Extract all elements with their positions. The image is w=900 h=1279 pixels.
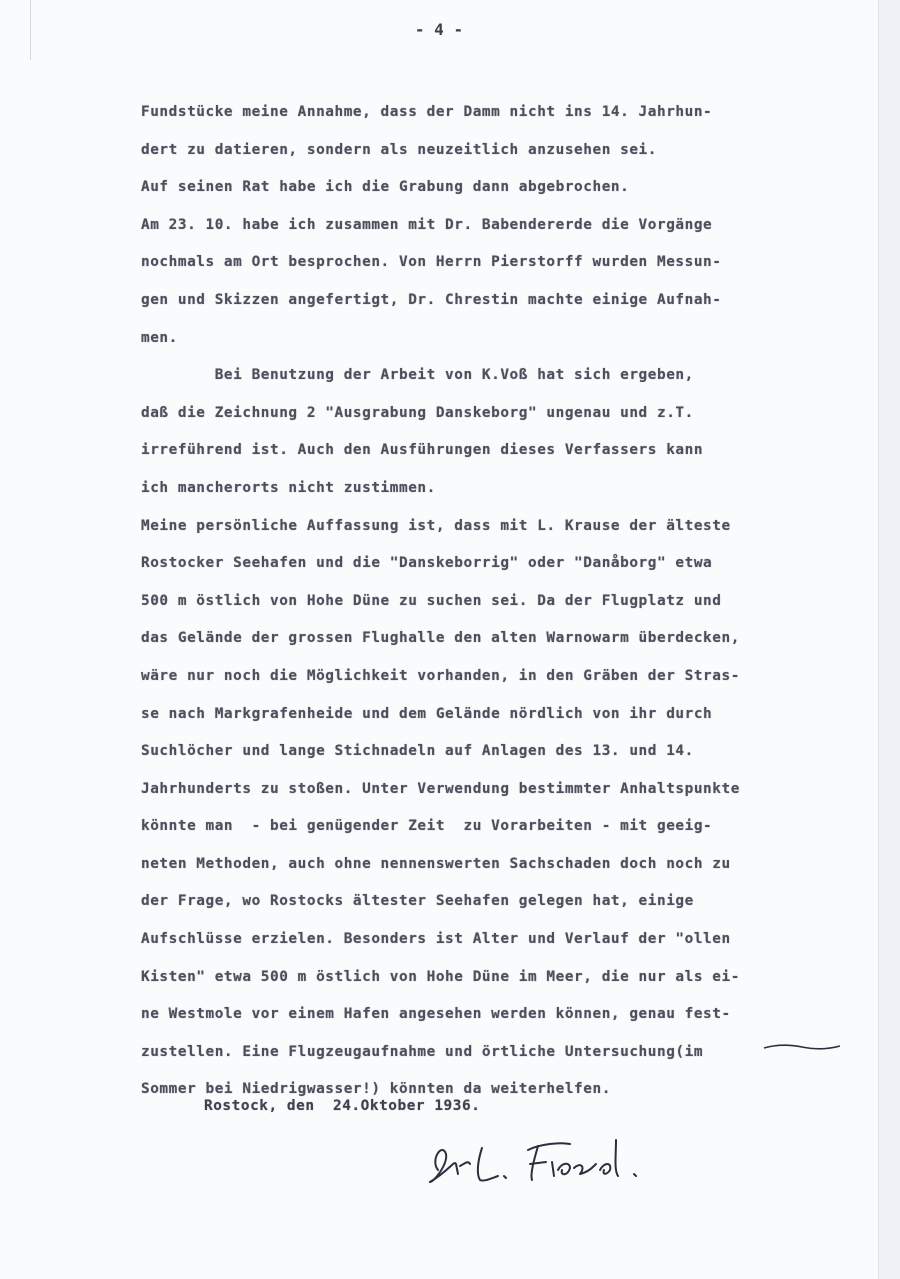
page-number: - 4 - — [414, 20, 464, 39]
scan-edge — [878, 0, 900, 1279]
text-line: ne Westmole vor einem Hafen angesehen werden können, genau fest- — [141, 1006, 731, 1023]
text-line: daß die Zeichnung 2 "Ausgrabung Danskeborg" ungenau und z.T. — [141, 404, 694, 421]
text-line: irreführend ist. Auch den Ausführungen dieses Verfassers kann — [141, 442, 704, 459]
text-line: 500 m östlich von Hohe Düne zu suchen sei. Da der Flugplatz und — [141, 592, 722, 609]
text-line: Jahrhunderts zu stoßen. Unter Verwendung bestimmter Anhaltspunkte — [141, 780, 740, 797]
text-line: das Gelände der grossen Flughalle den alten Warnowarm überdecken, — [141, 630, 740, 647]
text-line: könnte man - bei genügender Zeit zu Vorarbeiten - mit geeig- — [141, 818, 713, 835]
text-line: Auf seinen Rat habe ich die Grabung dann abgebrochen. — [141, 179, 630, 196]
text-line: dert zu datieren, sondern als neuzeitlich anzusehen sei. — [141, 141, 657, 158]
text-line: der Frage, wo Rostocks ältester Seehafen gelegen hat, einige — [141, 893, 694, 910]
text-line: zustellen. Eine Flugzeugaufnahme und örtliche Untersuchung(im — [141, 1043, 704, 1060]
text-line: Suchlöcher und lange Stichnadeln auf Anlagen des 13. und 14. — [141, 743, 694, 760]
handwritten-signature — [420, 1130, 670, 1200]
pen-correction-strike — [762, 1040, 842, 1054]
text-line: Fundstücke meine Annahme, dass der Damm nicht ins 14. Jahrhun- — [141, 104, 713, 120]
place-and-date: Rostock, den 24.Oktober 1936. — [204, 1098, 481, 1114]
text-line: nochmals am Ort besprochen. Von Herrn Pierstorff wurden Messun- — [141, 254, 722, 271]
text-line: wäre nur noch die Möglichkeit vorhanden, in den Gräben der Stras- — [141, 667, 740, 684]
typewritten-body — [141, 94, 861, 1109]
text-line: Rostocker Seehafen und die "Danskeborrig" oder "Danåborg" etwa — [141, 555, 713, 572]
text-line: Sommer bei Niedrigwasser!) könnten da weiterhelfen. — [141, 1081, 611, 1098]
text-line: gen und Skizzen angefertigt, Dr. Chrestin machte einige Aufnah- — [141, 291, 722, 308]
text-line: ich mancherorts nicht zustimmen. — [141, 479, 436, 496]
text-line: Meine persönliche Auffassung ist, dass mit L. Krause der älteste — [141, 517, 731, 534]
text-line: Kisten" etwa 500 m östlich von Hohe Düne im Meer, die nur als ei- — [141, 968, 740, 985]
text-line: Aufschlüsse erzielen. Besonders ist Alter und Verlauf der "ollen — [141, 931, 731, 948]
text-line: neten Methoden, auch ohne nennenswerten Sachschaden doch noch zu — [141, 855, 731, 872]
text-line: se nach Markgrafenheide und dem Gelände nördlich von ihr durch — [141, 705, 713, 722]
text-line: Am 23. 10. habe ich zusammen mit Dr. Babendererde die Vorgänge — [141, 216, 713, 233]
text-line: men. — [141, 329, 178, 346]
text-line: Bei Benutzung der Arbeit von K.Voß hat sich ergeben, — [141, 367, 694, 384]
